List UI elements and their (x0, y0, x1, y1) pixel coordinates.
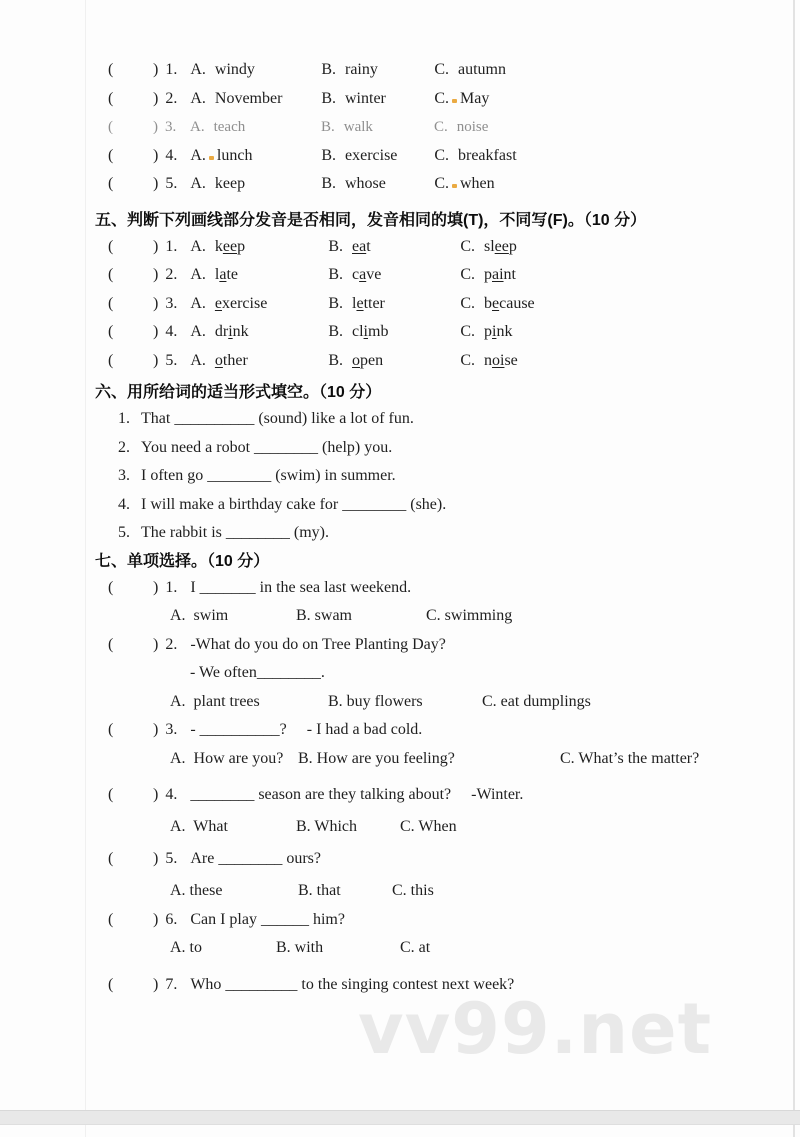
question-number: 4. (165, 786, 178, 804)
question-row (0, 233, 800, 262)
answer-paren-open: ( (108, 89, 114, 107)
option-c: C. breakfast (434, 146, 517, 164)
question-number: 6. (165, 910, 178, 928)
question-row-muted (0, 113, 800, 142)
option-b: B. walk (321, 119, 373, 135)
question-row (0, 142, 800, 171)
option-c: C. What’s the matter? (560, 749, 700, 767)
option-b: B. swam (296, 607, 352, 624)
answer-paren-close: ) (153, 975, 159, 993)
option-b: B. winter (321, 89, 386, 107)
item-text: That __________ (sound) like a lot of fun. (141, 410, 414, 427)
option-c: C. May (434, 89, 490, 107)
option-b: B. with (276, 939, 324, 957)
answer-paren-close: ) (153, 578, 159, 596)
option-b: B. buy flowers (328, 692, 423, 710)
ink-mark-icon (209, 156, 214, 160)
answer-paren-open: ( (108, 294, 114, 312)
question-number: 5. (165, 351, 178, 369)
option-a: A. keep (190, 175, 246, 192)
question-row (0, 261, 800, 290)
option-a: A. What (170, 817, 228, 835)
section-six-heading: 六、用所给词的适当形式填空。（10 分） (95, 384, 382, 401)
option-c: C. paint (460, 266, 516, 283)
fill-in-item (0, 405, 800, 434)
options-row (0, 688, 800, 717)
question-row (0, 347, 800, 376)
question-text: -What do you do on Tree Planting Day? (190, 635, 446, 653)
item-number: 5. (118, 524, 130, 541)
question-number: 5. (165, 175, 178, 192)
answer-paren-close: ) (153, 721, 159, 739)
answer-paren-close: ) (153, 351, 159, 369)
option-b: B. climb (328, 323, 389, 340)
item-text: I often go ________ (swim) in summer. (141, 467, 396, 484)
option-b: B. that (298, 881, 341, 899)
answer-paren-open: ( (108, 721, 114, 739)
answer-paren-close: ) (153, 146, 159, 164)
fill-in-item (0, 434, 800, 463)
option-a: A. keep (190, 237, 246, 255)
options-row (0, 877, 800, 906)
option-a: A. late (190, 266, 238, 283)
option-a: A. windy (190, 61, 255, 78)
question-number: 2. (165, 89, 178, 107)
answer-paren-close: ) (153, 850, 159, 868)
section-seven-heading: 七、单项选择。（10 分） (95, 552, 270, 570)
question-number: 5. (165, 850, 178, 868)
answer-paren-open: ( (108, 61, 114, 78)
option-c: C. this (392, 881, 434, 899)
option-a: A. November (190, 89, 283, 107)
options-row (0, 813, 800, 842)
option-c: C. autumn (434, 61, 506, 78)
answer-paren-open: ( (108, 850, 114, 868)
page-break-separator (0, 1110, 800, 1125)
question-text: I _______ in the sea last weekend. (190, 578, 412, 596)
answer-paren-close: ) (153, 294, 159, 312)
answer-paren-close: ) (153, 119, 158, 135)
answer-paren-open: ( (108, 635, 114, 653)
question-row (0, 631, 800, 660)
answer-paren-open: ( (108, 786, 114, 804)
item-number: 2. (118, 438, 130, 456)
item-text: The rabbit is ________ (my). (141, 524, 329, 541)
question-number: 3. (165, 721, 178, 739)
question-row (0, 574, 800, 603)
option-c: C. when (434, 175, 495, 192)
option-c: C. noise (460, 351, 518, 369)
section-five-rows (0, 233, 800, 376)
question-row (0, 716, 800, 745)
option-a: A. to (170, 939, 202, 957)
option-c: C. noise (434, 119, 489, 135)
answer-paren-open: ( (108, 237, 114, 255)
option-a: A. these (170, 881, 223, 899)
question-text: - __________? - I had a bad cold. (190, 721, 423, 739)
question-row (0, 56, 800, 85)
answer-paren-close: ) (153, 175, 159, 192)
question-row (0, 170, 800, 199)
option-a: A. swim (170, 607, 229, 624)
answer-paren-open: ( (108, 266, 114, 283)
question-number: 3. (165, 294, 178, 312)
answer-paren-close: ) (153, 786, 159, 804)
question-row (0, 318, 800, 347)
options-row (0, 934, 800, 963)
option-b: B. whose (321, 175, 386, 192)
answer-paren-close: ) (153, 910, 159, 928)
section-four-rows (0, 56, 800, 199)
question-number: 7. (165, 975, 178, 993)
option-b: B. rainy (321, 61, 378, 78)
answer-line: - We often________. (190, 664, 325, 682)
question-row (0, 906, 800, 935)
option-b: B. How are you feeling? (298, 749, 455, 767)
option-c: C. at (400, 939, 431, 957)
answer-paren-open: ( (108, 119, 113, 135)
option-a: A. exercise (190, 294, 268, 312)
option-b: B. exercise (321, 146, 398, 164)
question-number: 2. (165, 266, 178, 283)
option-b: B. Which (296, 817, 358, 835)
section-seven-questions (0, 574, 800, 1000)
question-number: 1. (165, 61, 178, 78)
question-row (0, 845, 800, 874)
section-five-heading: 五、判断下列画线部分发音是否相同，发音相同的填(T)，不同写(F)。（10 分） (95, 211, 647, 229)
question-text: ________ season are they talking about? -Winter. (190, 786, 524, 804)
section-six-items (0, 405, 800, 548)
answer-paren-open: ( (108, 975, 114, 993)
options-row (0, 602, 800, 631)
question-row (0, 781, 800, 810)
option-a: A. teach (190, 119, 246, 135)
option-a: A. plant trees (170, 692, 260, 710)
site-watermark: vv99.net (358, 988, 713, 1070)
item-text: You need a robot ________ (help) you. (141, 438, 393, 456)
fill-in-item (0, 519, 800, 548)
options-row (0, 745, 800, 774)
option-c: C. sleep (460, 237, 517, 255)
item-number: 3. (118, 467, 130, 484)
question-number: 3. (165, 119, 177, 135)
answer-paren-close: ) (153, 635, 159, 653)
question-row (0, 85, 800, 114)
option-b: B. open (328, 351, 384, 369)
item-text: I will make a birthday cake for ________ (she). (141, 495, 447, 513)
option-c: C. swimming (426, 607, 513, 624)
option-c: C. When (400, 817, 457, 835)
question-number: 4. (165, 146, 178, 164)
question-text: Are ________ ours? (190, 850, 321, 868)
item-number: 4. (118, 495, 130, 513)
answer-paren-close: ) (153, 89, 159, 107)
answer-paren-open: ( (108, 910, 114, 928)
option-a: A. drink (190, 323, 249, 340)
option-a: A. other (190, 351, 248, 369)
answer-paren-close: ) (153, 237, 159, 255)
answer-paren-open: ( (108, 578, 114, 596)
answer-paren-open: ( (108, 175, 114, 192)
fill-in-item (0, 462, 800, 491)
answer-paren-open: ( (108, 351, 114, 369)
question-text: Can I play ______ him? (190, 910, 345, 928)
option-c: C. because (460, 294, 535, 312)
option-c: C. pink (460, 323, 513, 340)
answer-paren-close: ) (153, 61, 159, 78)
option-b: B. eat (328, 237, 371, 255)
answer-paren-open: ( (108, 323, 114, 340)
question-row (0, 290, 800, 319)
ink-mark-icon (452, 184, 457, 188)
option-a: A. lunch (190, 146, 253, 164)
question-number: 2. (165, 635, 178, 653)
option-b: B. cave (328, 266, 382, 283)
option-c: C. eat dumplings (482, 692, 591, 710)
answer-paren-close: ) (153, 266, 159, 283)
option-b: B. letter (328, 294, 385, 312)
question-number: 1. (165, 578, 178, 596)
option-a: A. How are you? (170, 749, 284, 767)
question-number: 1. (165, 237, 178, 255)
question-number: 4. (165, 323, 178, 340)
ink-mark-icon (452, 99, 457, 103)
answer-paren-close: ) (153, 323, 159, 340)
fill-in-item (0, 491, 800, 520)
item-number: 1. (118, 410, 130, 427)
answer-paren-open: ( (108, 146, 114, 164)
question-text: Who _________ to the singing contest next week? (190, 975, 515, 993)
